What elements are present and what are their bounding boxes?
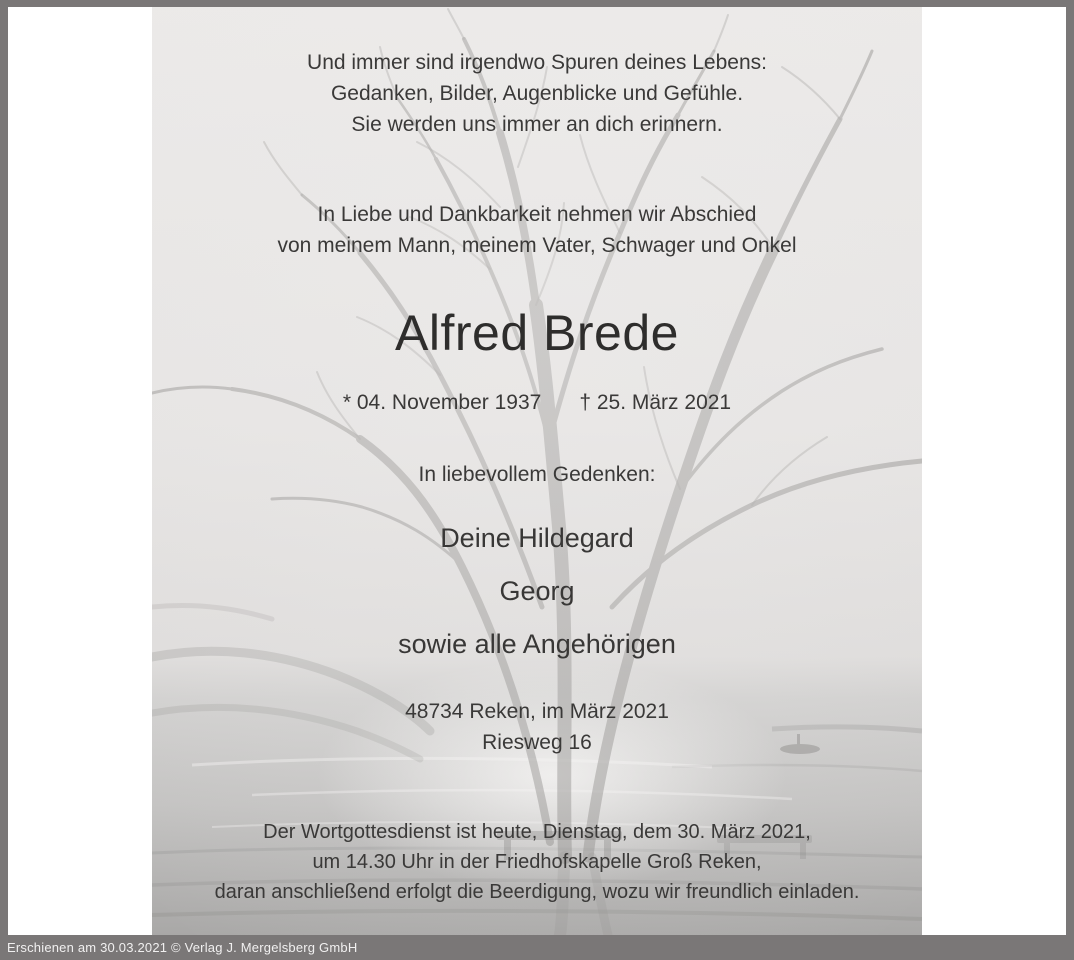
- farewell-line: von meinem Mann, meinem Vater, Schwager und Onkel: [277, 234, 797, 257]
- verse-line: Und immer sind irgendwo Spuren deines Lebens:: [307, 51, 767, 74]
- verse-line: Sie werden uns immer an dich erinnern.: [351, 113, 723, 136]
- place-and-address: [152, 696, 922, 758]
- mourner-name: Georg: [499, 576, 575, 606]
- place-date-line: 48734 Reken, im März 2021: [405, 700, 669, 723]
- deceased-name-block: [152, 302, 922, 364]
- service-line: Der Wortgottesdienst ist heute, Dienstag, dem 30. März 2021,: [263, 821, 811, 843]
- publisher-footer: [0, 935, 1074, 960]
- birth-date: * 04. November 1937: [342, 391, 542, 414]
- remembrance-heading-block: [152, 459, 922, 490]
- life-dates: [152, 387, 922, 418]
- funeral-service-info: [152, 817, 922, 907]
- memorial-verse: [152, 47, 922, 140]
- farewell-statement: [152, 199, 922, 261]
- deceased-name: Alfred Brede: [395, 305, 679, 361]
- death-date: † 25. März 2021: [579, 391, 732, 414]
- street-line: Riesweg 16: [482, 731, 592, 754]
- verse-line: Gedanken, Bilder, Augenblicke und Gefühle.: [330, 82, 744, 105]
- remembrance-heading: In liebevollem Gedenken:: [418, 463, 656, 486]
- mourner-name: Deine Hildegard: [440, 523, 634, 553]
- farewell-line: In Liebe und Dankbarkeit nehmen wir Abschied: [317, 203, 757, 226]
- service-line: um 14.30 Uhr in der Friedhofskapelle Groß Reken,: [312, 851, 762, 873]
- mourner-name: sowie alle Angehörigen: [398, 629, 676, 659]
- service-line: daran anschließend erfolgt die Beerdigung, wozu wir freundlich einladen.: [214, 881, 860, 903]
- obituary-notice: [152, 7, 922, 935]
- publisher-credit: Erschienen am 30.03.2021 © Verlag J. Mergelsberg GmbH: [7, 940, 358, 955]
